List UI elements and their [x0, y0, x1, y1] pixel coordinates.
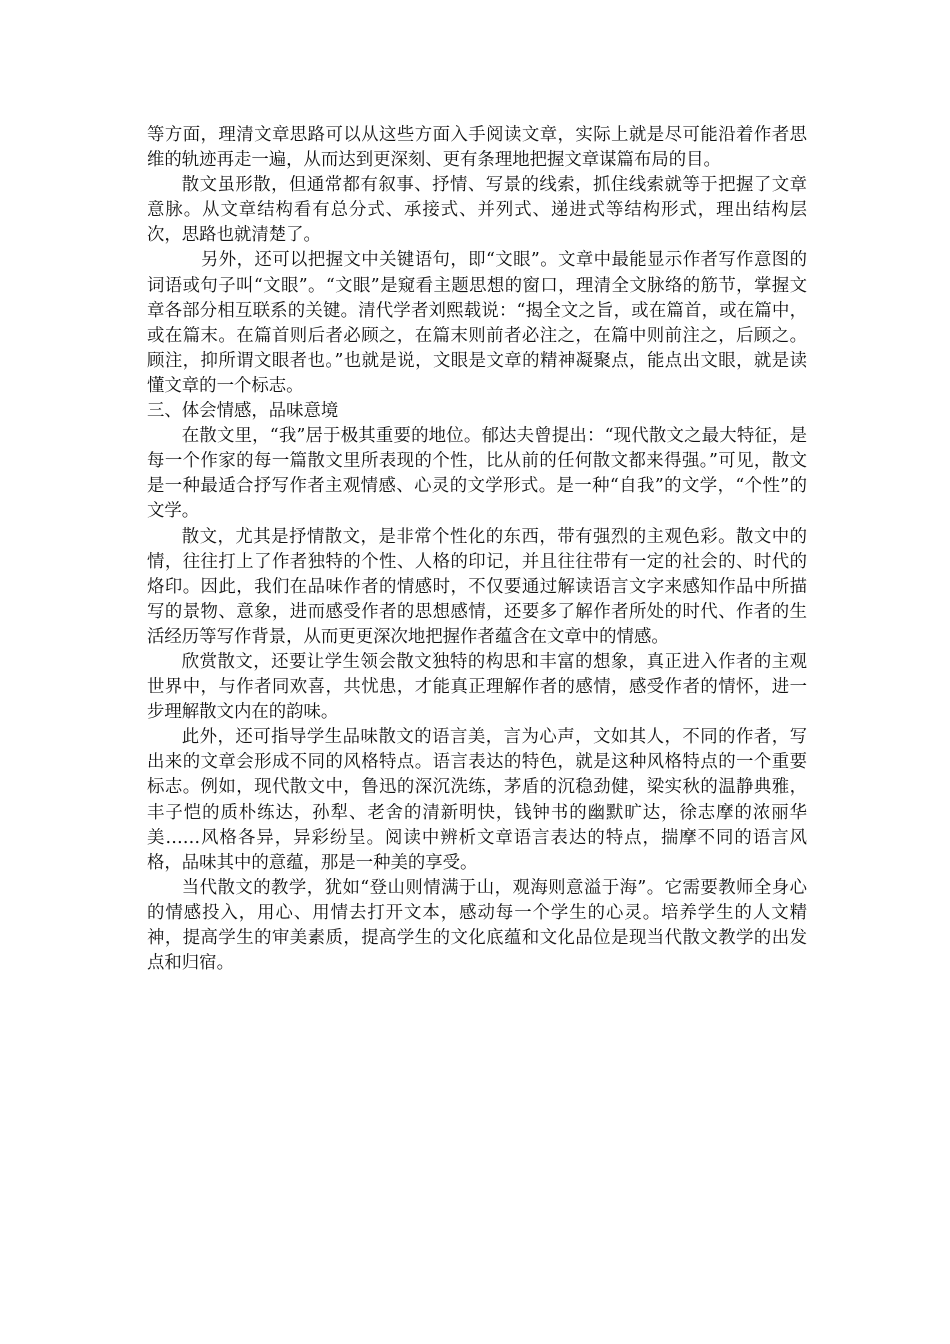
- paragraph-conclusion: 当代散文的教学，犹如“登山则情满于山，观海则意溢于海”。它需要教师全身心的情感投入，用心、用情去打开文本，感动每一个学生的心灵。培养学生的人文精神，提高学生的审美素质，提高学生的文化底蕴和文化品位是现当代散文教学的出发点和归宿。: [147, 877, 807, 974]
- paragraph-wenyan: 另外，还可以把握文中关键语句，即“文眼”。文章中最能显示作者写作意图的词语或句子叫“文眼”。“文眼”是窥看主题思想的窗口，理清全文脉络的筋节，掌握文章各部分相互联系的关键。清代学者刘熙载说：“揭全文之旨，或在篇首，或在篇中，或在篇末。在篇首则后者必顾之，在篇末则前者必注之，在篇中则前注之，后顾之。顾注，抑所谓文眼者也。”也就是说，文眼是文章的精神凝聚点，能点出文眼，就是读懂文章的一个标志。: [147, 250, 807, 396]
- paragraph-continued: 等方面，理清文章思路可以从这些方面入手阅读文章，实际上就是尽可能沿着作者思维的轨迹再走一遍，从而达到更深刻、更有条理地把握文章谋篇布局的目。: [147, 125, 807, 171]
- paragraph-emotion: 散文，尤其是抒情散文，是非常个性化的东西，带有强烈的主观色彩。散文中的情，往往打上了作者独特的个性、人格的印记，并且往往带有一定的社会的、时代的烙印。因此，我们在品味作者的情感时，不仅要通过解读语言文字来感知作品中所描写的景物、意象，进而感受作者的思想感情，还要多了解作者所处的时代、作者的生活经历等写作背景，从而更更深次地把握作者蕴含在文章中的情感。: [147, 526, 807, 647]
- document-body: [147, 123, 807, 976]
- paragraph-self: 在散文里，“我”居于极其重要的地位。郁达夫曾提出：“现代散文之最大特征，是每一个作家的每一篇散文里所表现的个性，比从前的任何散文都来得强。”可见，散文是一种最适合抒写作者主观情感、心灵的文学形式。是一种“自我”的文学，“个性”的文学。: [147, 426, 807, 522]
- paragraph-clue: 散文虽形散，但通常都有叙事、抒情、写景的线索，抓住线索就等于把握了文章意脉。从文章结构看有总分式、承接式、并列式、递进式等结构形式，理出结构层次，思路也就清楚了。: [147, 175, 807, 246]
- paragraph-appreciation: 欣赏散文，还要让学生领会散文独特的构思和丰富的想象，真正进入作者的主观世界中，与作者同欢喜，共忧患，才能真正理解作者的感情，感受作者的情怀，进一步理解散文内在的韵味。: [147, 651, 807, 723]
- paragraph-language: 此外，还可指导学生品味散文的语言美，言为心声，文如其人，不同的作者，写出来的文章会形成不同的风格特点。语言表达的特色，就是这种风格特点的一个重要标志。例如，现代散文中，鲁迅的深沉洗练，茅盾的沉稳劲健，梁实秋的温静典雅，丰子恺的质朴练达，孙犁、老舍的清新明快，钱钟书的幽默旷达，徐志摩的浓丽华美……风格各异，异彩纷呈。阅读中辨析文章语言表达的特点，揣摩不同的语言风格，品味其中的意蕴，那是一种美的享受。: [147, 727, 807, 873]
- section-heading: 三、体会情感，品味意境: [147, 401, 339, 422]
